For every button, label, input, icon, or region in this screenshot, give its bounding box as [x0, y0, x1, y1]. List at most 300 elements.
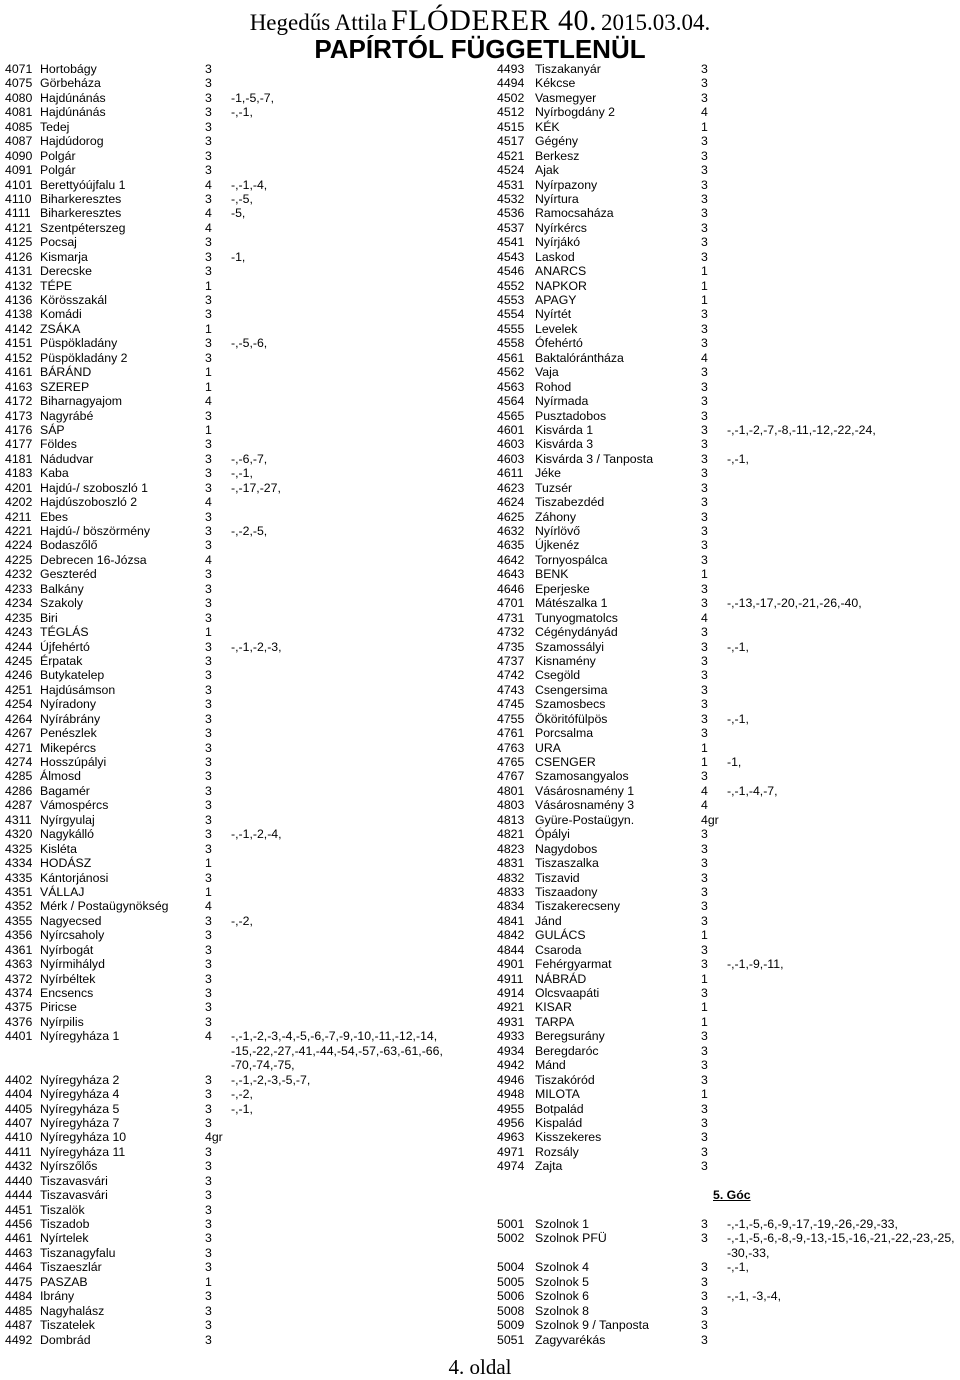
place-name: TÉPE	[40, 278, 73, 293]
place-name: Gyüre-Postaügyn.	[535, 812, 635, 827]
category: 3	[205, 928, 212, 943]
table-row	[5, 336, 475, 350]
table-row	[497, 972, 960, 986]
place-name: Cégénydányád	[535, 625, 618, 640]
table-row	[5, 1246, 475, 1260]
place-name: Nyírbogát	[40, 942, 94, 957]
category: 3	[701, 336, 708, 351]
suffixes: -,-1,-5,-6,-8,-9,-13,-15,-16,-21,-22,-23,-25,	[727, 1231, 955, 1246]
place-name: Újkenéz	[535, 538, 580, 553]
place-name: PASZAB	[40, 1274, 88, 1289]
post-code: 4963	[497, 1130, 525, 1145]
category: 3	[701, 379, 708, 394]
category: 3	[701, 899, 708, 914]
place-name: Polgár	[40, 163, 76, 178]
post-code: 4901	[497, 957, 525, 972]
category: 3	[205, 1318, 212, 1333]
table-row	[5, 495, 475, 509]
table-row	[497, 596, 960, 610]
table-row	[5, 683, 475, 697]
category: 3	[205, 1260, 212, 1275]
post-code: 4565	[497, 408, 525, 423]
place-name: Ópályi	[535, 827, 570, 842]
category: 4	[205, 206, 212, 221]
post-code: 4085	[5, 119, 33, 134]
post-code: 4823	[497, 841, 525, 856]
place-name: Kántorjánosi	[40, 870, 109, 885]
category: 3	[205, 307, 212, 322]
post-code: 4202	[5, 495, 33, 510]
category: 3	[205, 191, 212, 206]
suffixes: -,-1,-2,-7,-8,-11,-12,-22,-24,	[727, 422, 876, 437]
post-code: 4251	[5, 682, 33, 697]
post-code: 4463	[5, 1245, 33, 1260]
table-row	[5, 769, 475, 783]
post-code: 4546	[497, 264, 525, 279]
table-row	[5, 1145, 475, 1159]
place-name: Piricse	[40, 1000, 77, 1015]
right-column	[497, 62, 960, 1347]
post-code: 4235	[5, 610, 33, 625]
category: 3	[701, 942, 708, 957]
table-row	[5, 943, 475, 957]
place-name: Mánd	[535, 1058, 566, 1073]
post-code: 4410	[5, 1130, 33, 1145]
table-row	[5, 510, 475, 524]
place-name: Derecske	[40, 264, 92, 279]
category: 3	[701, 191, 708, 206]
place-name: Szentpéterszeg	[40, 220, 126, 235]
post-code: 4974	[497, 1159, 525, 1174]
post-code: 4404	[5, 1087, 33, 1102]
suffixes: -,-1,	[231, 466, 253, 481]
table-row	[5, 1188, 475, 1202]
table-row	[497, 741, 960, 755]
post-code: 4842	[497, 928, 525, 943]
category: 3	[205, 798, 212, 813]
place-name: Ököritófülpös	[535, 711, 608, 726]
post-code: 5051	[497, 1332, 525, 1347]
table-row	[497, 928, 960, 942]
category: 3	[701, 581, 708, 596]
category: 3	[205, 119, 212, 134]
category: 3	[701, 422, 708, 437]
post-code: 4402	[5, 1072, 33, 1087]
category: 3	[205, 726, 212, 741]
suffixes: -,-6,-7,	[231, 451, 268, 466]
table-row	[5, 668, 475, 682]
post-code: 4494	[497, 76, 525, 91]
place-name: Szamossályi	[535, 639, 605, 654]
place-name: Nyírkércs	[535, 220, 587, 235]
table-row	[5, 163, 475, 177]
table-row	[5, 264, 475, 278]
category: 3	[701, 321, 708, 336]
table-row	[5, 1217, 475, 1231]
table-row	[5, 409, 475, 423]
place-name: Komádi	[40, 307, 82, 322]
table-row	[497, 1116, 960, 1130]
post-code: 4552	[497, 278, 525, 293]
category: 3	[701, 220, 708, 235]
suffixes: -,-1,	[727, 711, 749, 726]
category: 1	[701, 278, 708, 293]
post-code: 4625	[497, 509, 525, 524]
category: 3	[205, 1289, 212, 1304]
post-code: 4090	[5, 148, 33, 163]
category: 3	[205, 105, 212, 120]
place-name: Beregdaróc	[535, 1043, 599, 1058]
place-name: Csaroda	[535, 942, 582, 957]
suffixes: -70,-74,-75,	[231, 1058, 295, 1073]
category: 3	[205, 1231, 212, 1246]
place-name: Nyírpilis	[40, 1014, 84, 1029]
place-name: Vásárosnamény 3	[535, 798, 635, 813]
category: 3	[205, 1217, 212, 1231]
post-code: 4181	[5, 451, 33, 466]
place-name: Nyírbogdány 2	[535, 105, 615, 120]
post-code: 4267	[5, 726, 33, 741]
category: 3	[205, 1072, 212, 1087]
category: 3	[701, 1260, 708, 1275]
category: 3	[205, 596, 212, 611]
suffixes: -,-13,-17,-20,-21,-26,-40,	[727, 596, 862, 611]
category: 3	[205, 1173, 212, 1188]
post-code: 4562	[497, 365, 525, 380]
post-code: 4536	[497, 206, 525, 221]
post-code: 4244	[5, 639, 33, 654]
table-row	[5, 798, 475, 812]
table-row	[497, 1073, 960, 1087]
place-name: Hajdúszoboszló 2	[40, 495, 138, 510]
place-name: Gégény	[535, 134, 579, 149]
post-code: 4745	[497, 697, 525, 712]
place-name: Hajdúnánás	[40, 90, 106, 105]
post-code: 4271	[5, 740, 33, 755]
post-code: 4352	[5, 899, 33, 914]
place-name: Nyíregyháza 7	[40, 1115, 120, 1130]
post-code: 4201	[5, 480, 33, 495]
table-row	[5, 1116, 475, 1130]
suffixes: -1,	[727, 755, 742, 769]
post-code: 4955	[497, 1101, 525, 1116]
category: 3	[205, 841, 212, 856]
place-name: Berkesz	[535, 148, 580, 163]
post-code: 4172	[5, 394, 33, 409]
table-row	[5, 62, 475, 76]
post-code: 4121	[5, 220, 33, 235]
post-code: 4081	[5, 105, 33, 120]
post-code: 4071	[5, 62, 33, 76]
table-row	[497, 1275, 960, 1289]
place-name: Ramocsaháza	[535, 206, 614, 221]
place-name: Kékcse	[535, 76, 576, 91]
post-code: 4111	[5, 206, 31, 221]
post-code: 4225	[5, 552, 33, 567]
table-row	[5, 423, 475, 437]
suffixes: -,-1,-5,-6,-9,-17,-19,-26,-29,-33,	[727, 1217, 898, 1231]
table-row	[497, 1217, 960, 1231]
table-row	[5, 365, 475, 379]
place-name: Püspökladány	[40, 336, 118, 351]
post-code: 4635	[497, 538, 525, 553]
post-code: 4942	[497, 1058, 525, 1073]
table-row	[5, 178, 475, 192]
post-code: 4537	[497, 220, 525, 235]
suffixes: -,-1,-2,-3,-4,-5,-6,-7,-9,-10,-11,-12,-14,	[231, 1029, 438, 1044]
post-code: 4286	[5, 783, 33, 798]
category: 3	[205, 90, 212, 105]
post-code: 4803	[497, 798, 525, 813]
table-row	[497, 1246, 960, 1260]
category: 3	[205, 76, 212, 91]
place-name: Rohod	[535, 379, 572, 394]
category: 3	[205, 668, 212, 683]
place-name: Kisvárda 1	[535, 422, 594, 437]
category: 3	[205, 711, 212, 726]
post-code: 4142	[5, 321, 33, 336]
category: 3	[205, 408, 212, 423]
table-row	[497, 567, 960, 581]
category: 3	[701, 538, 708, 553]
table-row	[5, 1000, 475, 1014]
post-code: 4742	[497, 668, 525, 683]
post-code: 4356	[5, 928, 33, 943]
table-row	[497, 943, 960, 957]
place-name: Bagamér	[40, 783, 90, 798]
category: 1	[701, 928, 708, 943]
category: 1	[205, 278, 212, 293]
post-code: 4245	[5, 653, 33, 668]
section-heading: 5. Góc	[713, 1188, 751, 1203]
category: 3	[205, 1188, 212, 1203]
post-code: 4921	[497, 1000, 525, 1015]
place-name: ANARCS	[535, 264, 587, 279]
place-name: Nyíregyháza 5	[40, 1101, 120, 1116]
table-row	[5, 596, 475, 610]
category: 4	[205, 177, 212, 192]
table-row	[5, 1289, 475, 1303]
place-name: Nagyrábé	[40, 408, 94, 423]
post-code: 4521	[497, 148, 525, 163]
category: 3	[701, 653, 708, 668]
table-row	[5, 856, 475, 870]
table-row	[497, 466, 960, 480]
category: 3	[205, 1159, 212, 1174]
table-row	[497, 1203, 960, 1217]
place-name: Nagyhalász	[40, 1303, 105, 1318]
post-code: 5001	[497, 1217, 525, 1231]
category: 3	[701, 625, 708, 640]
category: 3	[205, 1202, 212, 1217]
place-name: Tiszakanyár	[535, 62, 601, 76]
post-code: 4411	[5, 1144, 32, 1159]
post-code: 4131	[5, 264, 33, 279]
table-row	[5, 640, 475, 654]
category: 3	[205, 610, 212, 625]
place-name: Tiszanagyfalu	[40, 1245, 116, 1260]
table-row	[5, 235, 475, 249]
table-row	[497, 538, 960, 552]
post-code: 4623	[497, 480, 525, 495]
post-code: 4558	[497, 336, 525, 351]
place-name: Vámospércs	[40, 798, 109, 813]
suffixes: -,-17,-27,	[231, 480, 281, 495]
table-row	[5, 437, 475, 451]
category: 4	[701, 105, 708, 120]
table-row	[5, 1260, 475, 1274]
post-code: 4361	[5, 942, 33, 957]
category: 1	[701, 971, 708, 986]
suffixes: -,-1, -3,-4,	[727, 1289, 781, 1304]
post-code: 4492	[5, 1332, 33, 1347]
category: 3	[701, 856, 708, 871]
post-code: 4138	[5, 307, 33, 322]
post-code: 4183	[5, 466, 33, 481]
suffixes: -,-1,-4,-7,	[727, 783, 778, 798]
category: 3	[205, 249, 212, 264]
post-code: 4761	[497, 726, 525, 741]
post-code: 4163	[5, 379, 33, 394]
post-code: 4246	[5, 668, 33, 683]
place-name: Nyírmihályd	[40, 957, 105, 972]
category: 1	[701, 755, 708, 769]
post-code: 4642	[497, 552, 525, 567]
post-code: 4311	[5, 812, 32, 827]
table-row	[5, 813, 475, 827]
place-name: Botpalád	[535, 1101, 584, 1116]
post-code: 4274	[5, 755, 33, 769]
table-row	[5, 1058, 475, 1072]
category: 3	[701, 1144, 708, 1159]
post-code: 4485	[5, 1303, 33, 1318]
category: 3	[205, 1303, 212, 1318]
place-name: Zajta	[535, 1159, 563, 1174]
post-code: 4456	[5, 1217, 33, 1231]
category: 1	[205, 365, 212, 380]
place-name: Baktalórántháza	[535, 350, 624, 365]
table-row	[5, 1130, 475, 1144]
place-name: Kisléta	[40, 841, 77, 856]
table-row	[497, 755, 960, 769]
place-name: Érpatak	[40, 653, 83, 668]
post-code: 4553	[497, 293, 525, 307]
place-name: Újfehértó	[40, 639, 90, 654]
table-row	[5, 322, 475, 336]
table-row	[497, 235, 960, 249]
category: 3	[701, 697, 708, 712]
post-code: 4532	[497, 191, 525, 206]
table-row	[5, 611, 475, 625]
table-row	[5, 654, 475, 668]
category: 3	[701, 451, 708, 466]
table-row	[497, 206, 960, 220]
suffixes: -,-1,	[231, 1101, 253, 1116]
table-row	[5, 1044, 475, 1058]
post-code: 4374	[5, 986, 33, 1000]
table-row	[497, 726, 960, 740]
table-row	[5, 1159, 475, 1173]
place-name: Bodaszőlő	[40, 538, 98, 553]
post-code: 4101	[5, 177, 33, 192]
category: 4	[205, 552, 212, 567]
table-row	[5, 452, 475, 466]
table-row	[497, 91, 960, 105]
category: 3	[205, 451, 212, 466]
category: 3	[701, 480, 708, 495]
place-name: SÁP	[40, 422, 65, 437]
place-name: Kisvárda 3	[535, 437, 594, 452]
post-code: 4603	[497, 451, 525, 466]
place-name: URA	[535, 740, 561, 755]
table-row	[497, 1102, 960, 1116]
post-code: 5002	[497, 1231, 525, 1246]
place-name: Vasmegyer	[535, 90, 597, 105]
post-code: 5006	[497, 1289, 525, 1304]
table-row	[5, 206, 475, 220]
table-row	[497, 899, 960, 913]
post-code: 4701	[497, 596, 525, 611]
table-row	[5, 957, 475, 971]
category: 3	[205, 639, 212, 654]
place-name: Nyíradony	[40, 697, 97, 712]
table-row	[497, 279, 960, 293]
post-code: 4732	[497, 625, 525, 640]
category: 3	[701, 1058, 708, 1073]
category: 3	[701, 668, 708, 683]
table-row	[5, 466, 475, 480]
table-row	[5, 625, 475, 639]
place-name: Tiszavasvári	[40, 1188, 108, 1203]
table-row	[5, 279, 475, 293]
place-name: Szolnok 1	[535, 1217, 590, 1231]
category: 3	[205, 264, 212, 279]
post-code: 4161	[5, 365, 33, 380]
table-row	[5, 1203, 475, 1217]
place-name: Zagyvarékás	[535, 1332, 606, 1347]
category: 3	[701, 1318, 708, 1333]
post-code: 4432	[5, 1159, 33, 1174]
suffixes: -,-1,-2,-4,	[231, 827, 282, 842]
table-row	[497, 481, 960, 495]
category: 3	[205, 437, 212, 452]
table-row	[497, 640, 960, 654]
place-name: Hortobágy	[40, 62, 97, 76]
post-code: 4152	[5, 350, 33, 365]
category: 4	[701, 350, 708, 365]
category: 3	[701, 1289, 708, 1304]
table-row	[497, 683, 960, 697]
post-code: 4563	[497, 379, 525, 394]
category: 3	[205, 783, 212, 798]
post-code: 4737	[497, 653, 525, 668]
place-name: Biri	[40, 610, 58, 625]
category: 3	[701, 1029, 708, 1044]
post-code: 4151	[5, 336, 33, 351]
place-name: Berettyóújfalu 1	[40, 177, 126, 192]
table-row	[497, 365, 960, 379]
header-author: Hegedűs Attila	[249, 10, 388, 35]
table-row	[5, 1318, 475, 1332]
category: 3	[701, 552, 708, 567]
place-name: Tiszatelek	[40, 1318, 95, 1333]
place-name: Balkány	[40, 581, 84, 596]
post-code: 4464	[5, 1260, 33, 1275]
place-name: Kisszekeres	[535, 1130, 602, 1145]
category: 3	[205, 148, 212, 163]
category: 3	[701, 1115, 708, 1130]
place-name: Szolnok 5	[535, 1274, 590, 1289]
